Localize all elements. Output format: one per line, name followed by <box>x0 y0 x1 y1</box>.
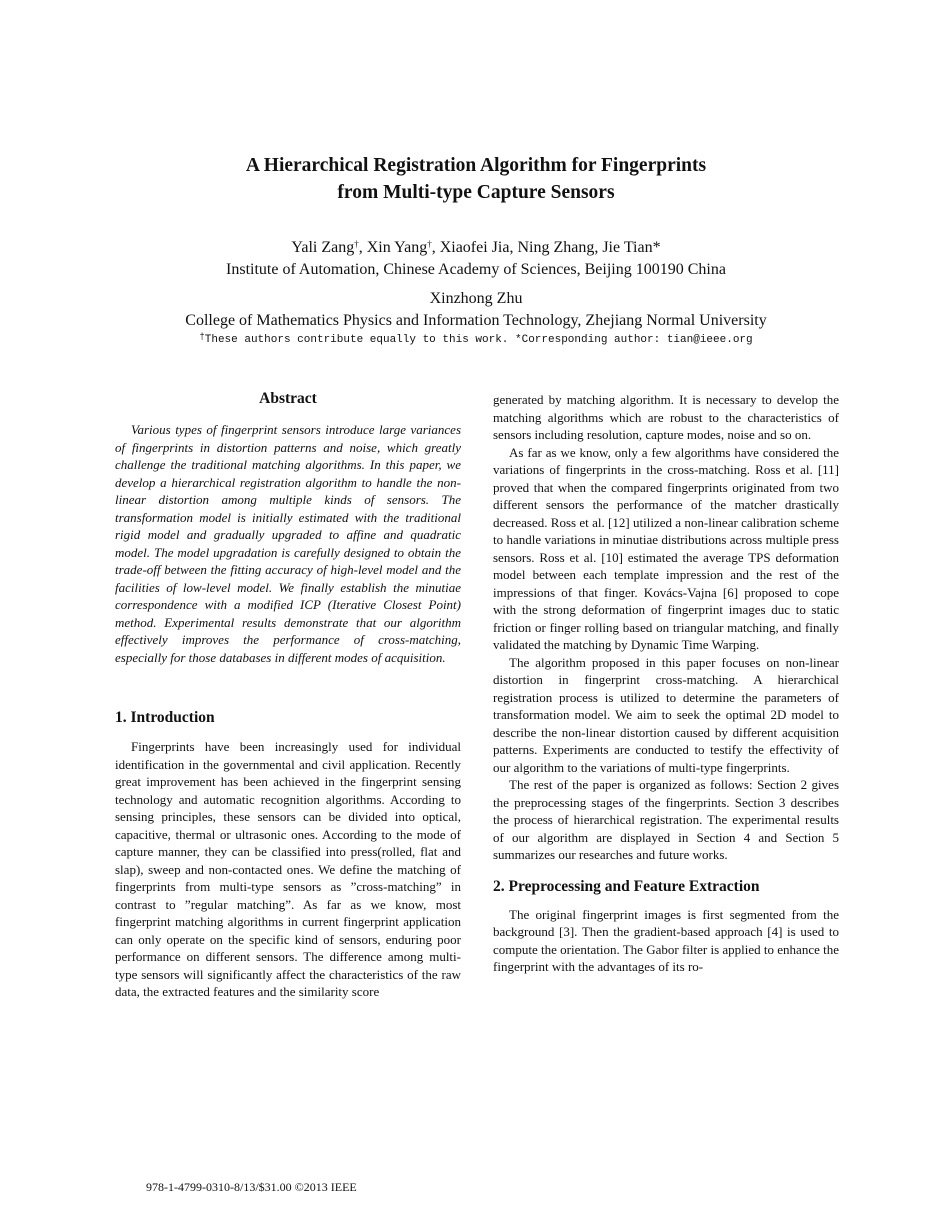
author-zhu: Xinzhong Zhu <box>429 290 523 307</box>
title-line-2: from Multi-type Capture Sensors <box>337 182 615 203</box>
intro-paragraph-2: As far as we know, only a few algorithms have considered the variations of fingerprints in the cross-matching. Ross et al. [11] proved that when the compared fingerprints originated from two different sensors the performance of the matcher drastically decreased. Ross et al. [12] utilized a non-linear calibration scheme to handle variations in minutiae distributions across multiple press sensors. Ross et al. [10] estimated the average TPS deformation model between each template impression and the rest of the impressions of that finger. Kovács-Vajna [6] proposed to cope with the strong deformation of fingerprint images duc to static friction or finger rolling based on triangular matching, and finally validated the matching by Dynamic Time Warping. <box>493 444 839 652</box>
intro-paragraph-1: Fingerprints have been increasingly used for individual identification in the governmental and civil application. Recently great improvement has been achieved in the fingerprint sensing technology and automatic recognition algorithms. According to sensing principles, these sensors can be divided into optical, capacitive, thermal or ultrasonic ones. According to the mode of capture manner, they can be classified into press(rolled, flat and slap), sweep and non-contacted ones. We define the matching of fingerprints from multi-type sensors as ”cross-matching” in contrast to ”regular matching”. As far as we know, most fingerprint matching algorithms in current fingerprint application can only operate on the specific kind of sensors, enduring poor performance on different sensors. The difference among multi-type sensors will significantly affect the characteristics of the raw data, the extracted features and the similarity score <box>115 739 461 999</box>
abstract-heading: Abstract <box>259 390 317 407</box>
intro-paragraph-1-continued: generated by matching algorithm. It is necessary to develop the matching algorithms which are robust to the characteristics of sensors including resolution, capture modes, noise and so on. <box>493 392 839 442</box>
author-note <box>0 333 952 347</box>
section-heading-preprocessing: 2. Preprocessing and Feature Extraction <box>493 877 760 895</box>
author-yang: , Xin Yang <box>358 239 428 256</box>
equal-contrib-mark: † <box>427 239 432 249</box>
section-heading-introduction: 1. Introduction <box>115 709 215 726</box>
author-list <box>0 237 952 258</box>
affiliation-2: College of Mathematics Physics and Information Technology, Zhejiang Normal University <box>185 312 767 329</box>
left-column <box>115 388 461 1001</box>
equal-contrib-mark: † <box>354 239 359 249</box>
copyright-footer: 978-1-4799-0310-8/13/$31.00 ©2013 IEEE <box>146 1180 357 1194</box>
note-mark: † <box>199 332 205 342</box>
title-line-1: A Hierarchical Registration Algorithm for Fingerprints <box>245 155 707 176</box>
affiliation-1: Institute of Automation, Chinese Academy of Sciences, Beijing 100190 China <box>226 261 726 278</box>
section2-paragraph-1: The original fingerprint images is first segmented from the background [3]. Then the gradient-based approach [4] is used to compute the orientation. The Gabor filter is applied to enhance the fingerprint with the advantages of its ro- <box>493 906 839 974</box>
right-column <box>493 391 839 976</box>
author-zang: Yali Zang <box>291 239 355 256</box>
abstract-text: Various types of fingerprint sensors introduce large variances of fingerprints in distortion patterns and noise, which greatly challenge the traditional matching algorithms. In this paper, we develop a hierarchical registration algorithm to handle the non-linear distortion among multiple kinds of sensors. The transformation model is initially estimated with the traditional rigid model and gradually upgraded to affine and quadratic model. The model upgradation is carefully designed to obtain the trade-off between the fitting accuracy of high-level model and the facilities of low-level model. We finally establish the minutiae correspondence with a modified ICP (Iterative Closest Point) method. Experimental results demonstrate that our algorithm effectively improves the performance of cross-matching, especially for those databases in different modes of acquisition. <box>115 422 461 665</box>
author-others: , Xiaofei Jia, Ning Zhang, Jie Tian* <box>431 239 661 256</box>
intro-paragraph-4: The rest of the paper is organized as follows: Section 2 gives the preprocessing stages of the fingerprints. Section 3 describes the process of hierarchical registration. The experimental results of our algorithm are displayed in Section 4 and Section 5 summarizes our researches and future works. <box>493 777 839 862</box>
paper-title <box>0 152 952 206</box>
intro-paragraph-3: The algorithm proposed in this paper focuses on non-linear distortion in fingerprint cross-matching. A hierarchical registration process is utilized to determine the parameters of transformation model. We aim to seek the optimal 2D model to describe the non-linear distortion caused by different acquisition patterns. Experiments are conducted to testify the effectivity of our algorithm to the variations of multi-type fingerprints. <box>493 654 839 775</box>
note-text: These authors contribute equally to this work. *Corresponding author: tian@ieee.org <box>204 334 753 346</box>
